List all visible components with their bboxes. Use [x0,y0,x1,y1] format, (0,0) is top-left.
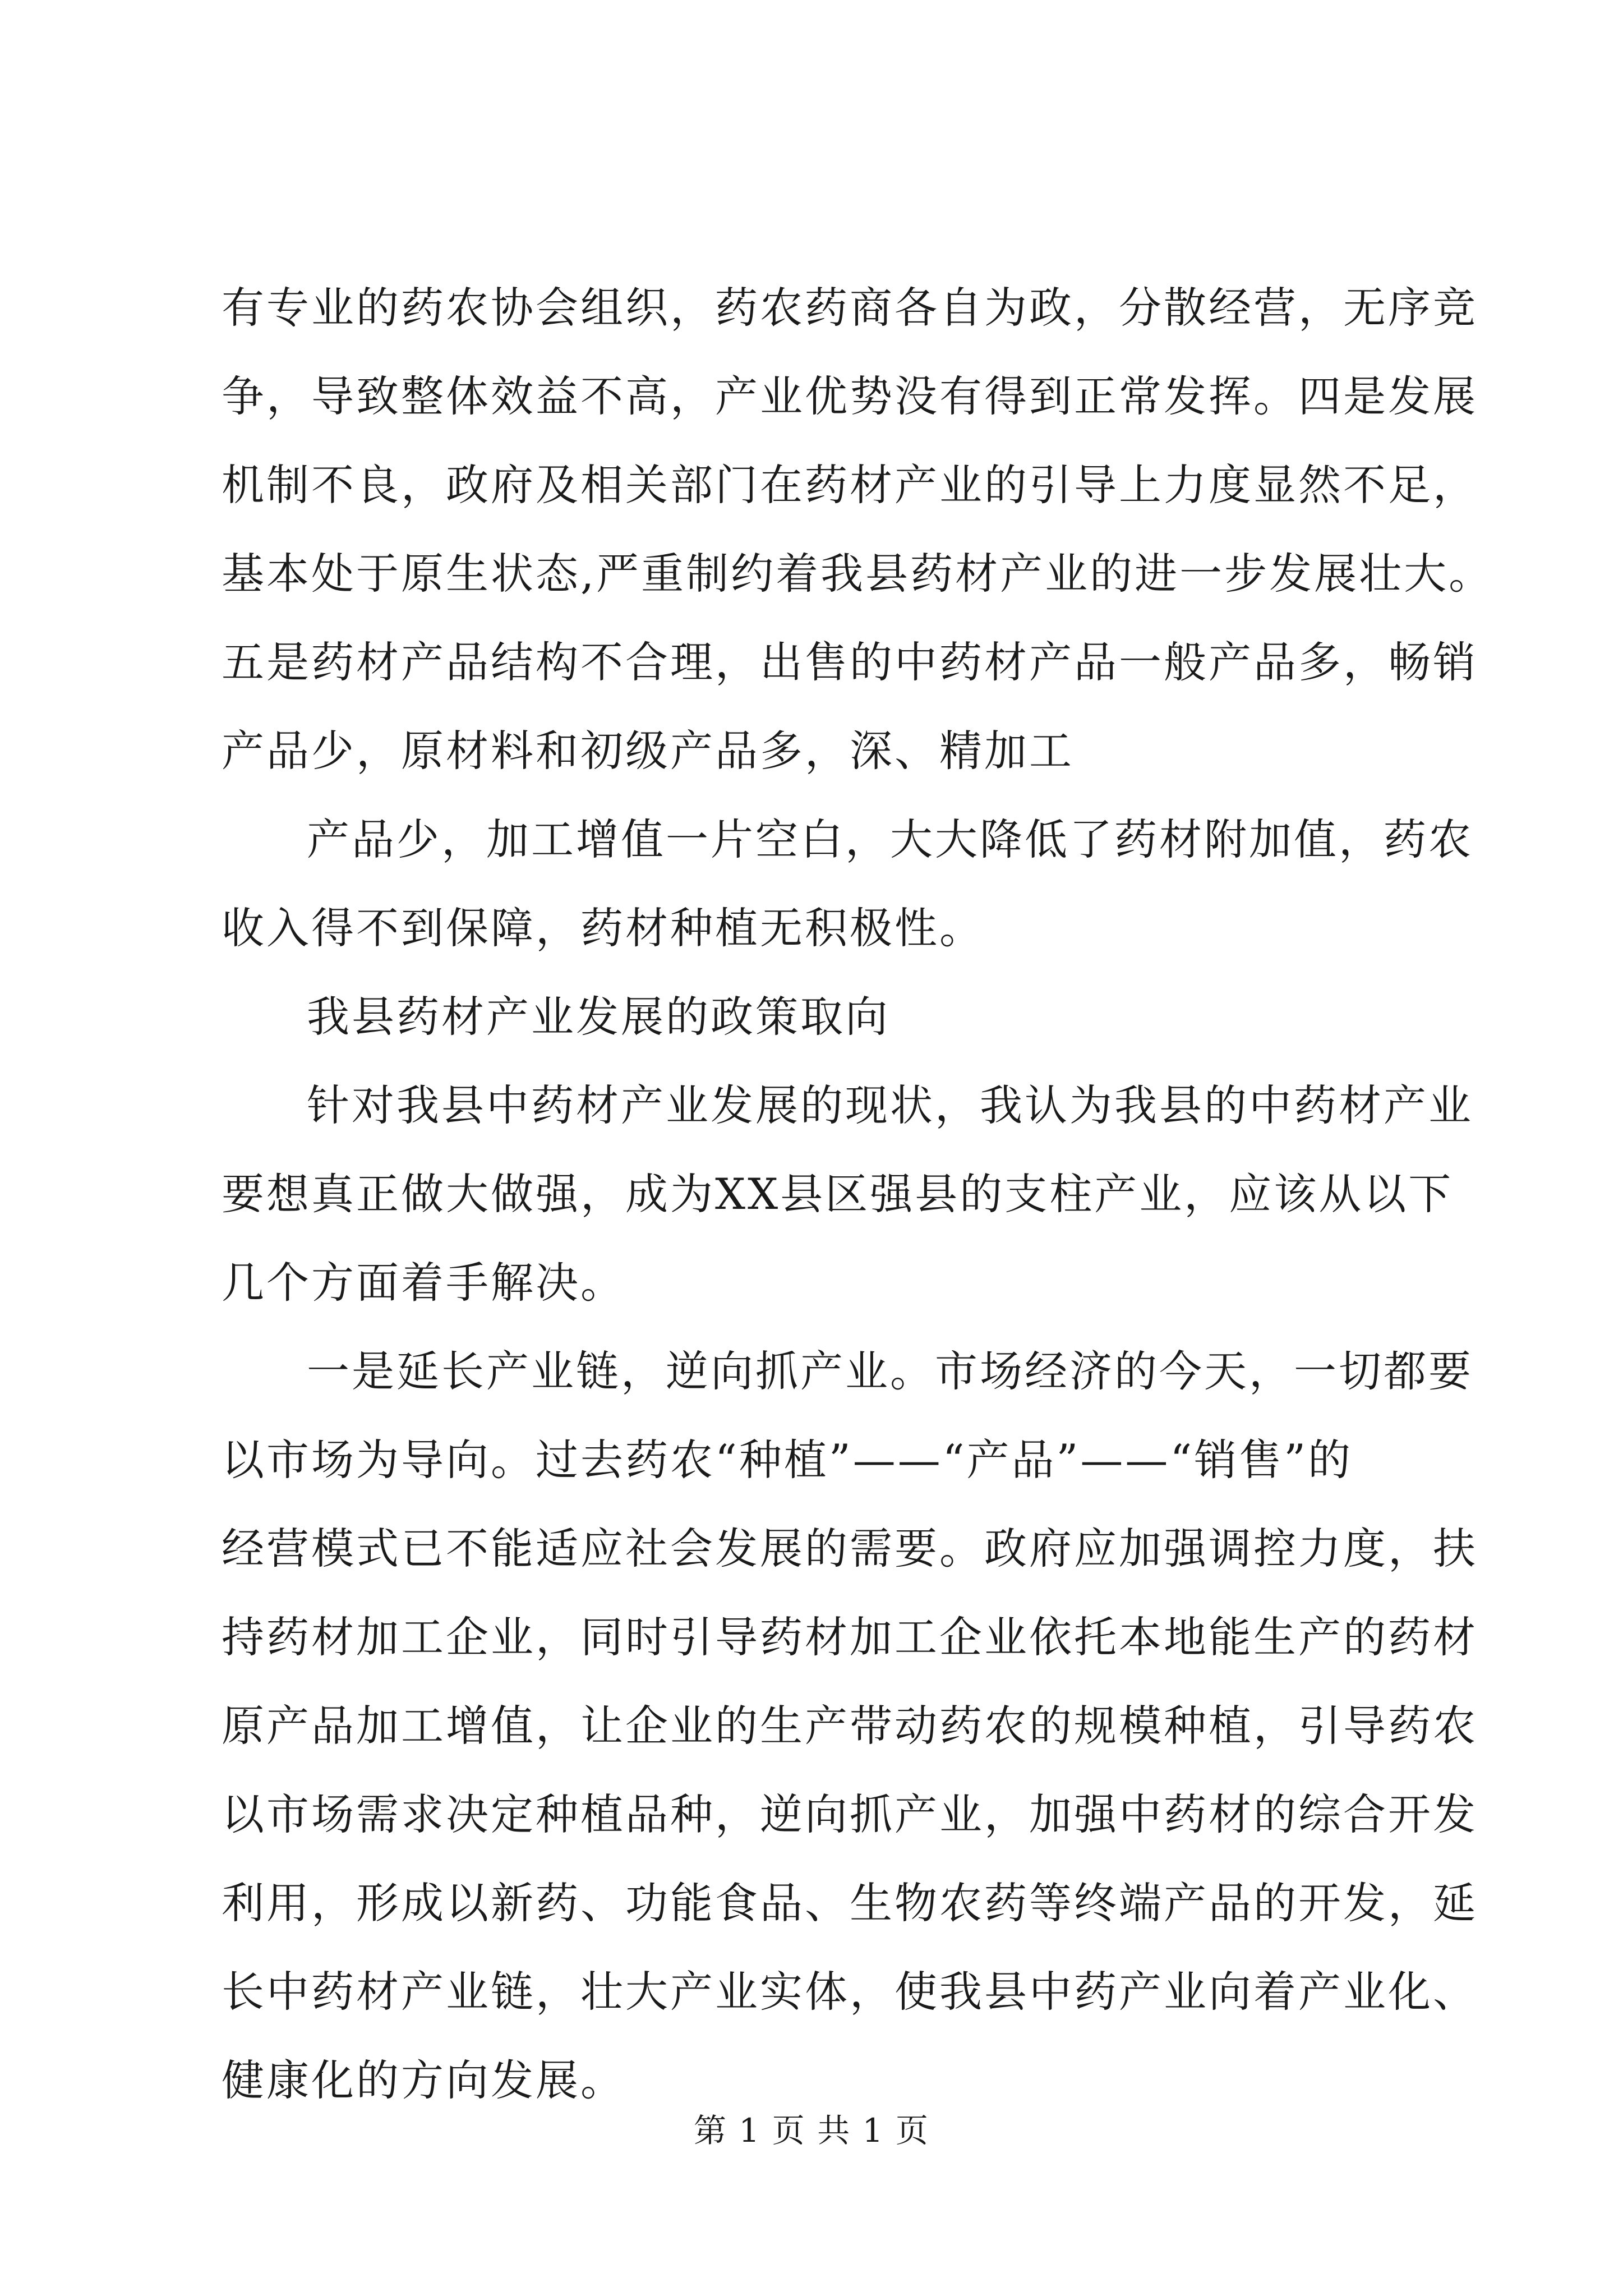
page-number-footer: 第 1 页 共 1 页 [694,2111,929,2150]
text-line: 收入得不到保障，药材种植无积极性。 [222,903,984,953]
text-line: 五是药材产品结构不合理，出售的中药材产品一般产品多，畅销 [222,637,1478,687]
document-body [222,264,1494,2125]
text-line: 产品少，原材料和初级产品多，深、精加工 [222,726,1074,776]
paragraph-start-line: 一是延长产业链，逆向抓产业。市场经济的今天，一切都要 [307,1346,1473,1396]
paragraph-start-line: 针对我县中药材产业发展的现状，我认为我县的中药材产业 [307,1080,1473,1130]
text-line: 长中药材产业链，壮大产业实体，使我县中药产业向着产业化、 [222,1967,1478,2017]
text-line: 要想真正做大做强，成为XX县区强县的支柱产业，应该从以下 [222,1169,1454,1219]
text-line: 健康化的方向发展。 [222,2055,625,2105]
text-line: 利用，形成以新药、功能食品、生物农药等终端产品的开发，延 [222,1878,1478,1928]
text-line: 原产品加工增值，让企业的生产带动药农的规模种植，引导药农 [222,1701,1478,1751]
text-line: 以市场需求决定种植品种，逆向抓产业，加强中药材的综合开发 [222,1789,1478,1839]
text-line: 争，导致整体效益不高，产业优势没有得到正常发挥。四是发展 [222,371,1478,421]
text-line: 几个方面着手解决。 [222,1258,625,1308]
text-line: 经营模式已不能适应社会发展的需要。政府应加强调控力度，扶 [222,1524,1478,1573]
text-line: 基本处于原生状态,严重制约着我县药材产业的进一步发展壮大。 [222,549,1494,599]
paragraph-start-line: 产品少，加工增值一片空白，大大降低了药材附加值，药农 [307,815,1473,864]
text-line: 以市场为导向。过去药农“种植”——“产品”——“销售”的 [222,1435,1353,1485]
text-line: 机制不良，政府及相关部门在药材产业的引导上力度显然不足， [222,460,1478,510]
text-line: 有专业的药农协会组织，药农药商各自为政，分散经营，无序竞 [222,283,1478,333]
text-line: 持药材加工企业，同时引导药材加工企业依托本地能生产的药材 [222,1612,1478,1662]
section-heading: 我县药材产业发展的政策取向 [307,992,890,1042]
